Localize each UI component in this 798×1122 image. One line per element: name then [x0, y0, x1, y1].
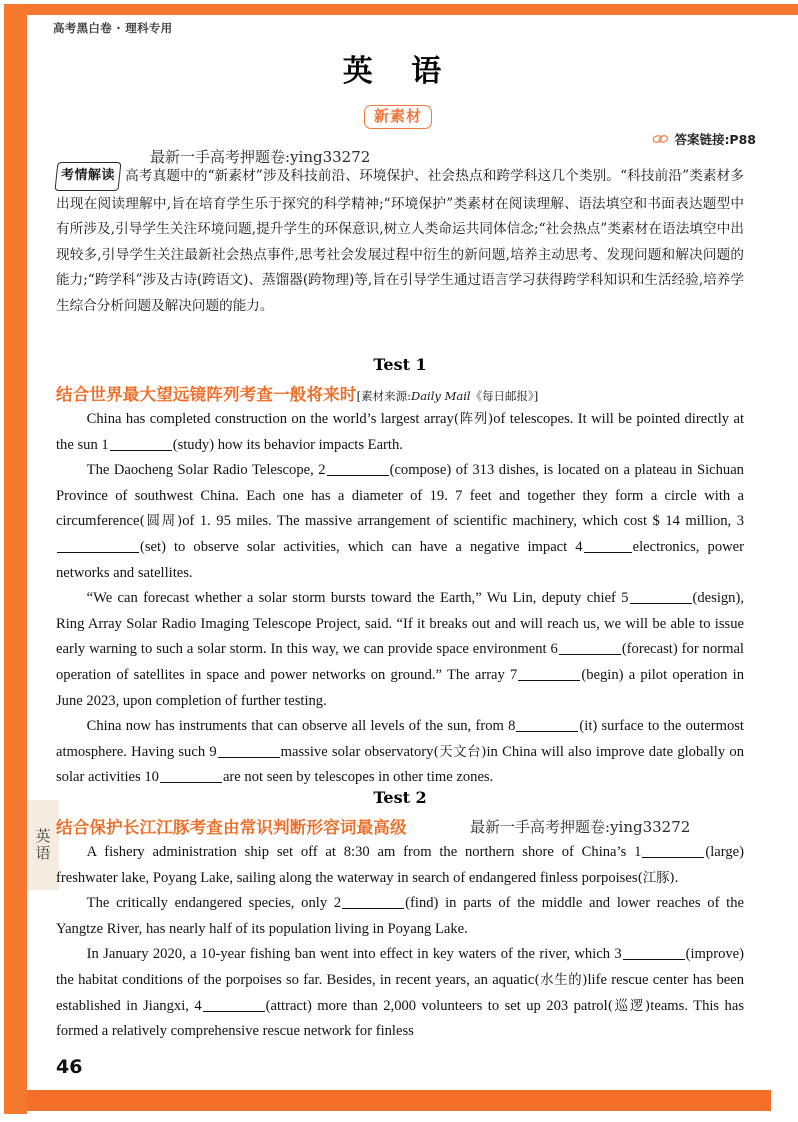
test-1-label: Test 1 [373, 355, 427, 374]
test-1-subtitle-text: 结合世界最大望远镜阵列考查一般将来时 [56, 385, 357, 404]
blank-number: 10 [144, 769, 159, 786]
test-1-subtitle [56, 381, 538, 405]
answer-blank[interactable] [584, 537, 632, 553]
side-tab-line-2: 语 [35, 844, 51, 862]
passage-paragraph: China has completed construction on the world’s largest array(阵列)of telescopes. It will be pointed directly at the sun 1 (study) how its behavior impacts Earth. [56, 411, 744, 453]
gloss-chinese: (天文台) [433, 744, 487, 760]
answer-blank[interactable] [203, 996, 265, 1012]
gloss-chinese: (水生的) [534, 972, 588, 988]
blank-number: 1 [101, 436, 109, 453]
blank-number: 8 [508, 718, 516, 735]
test-2-label: Test 2 [373, 788, 427, 807]
blank-number: 2 [333, 895, 342, 912]
exam-analysis-tag: 考情解读 [55, 162, 122, 191]
passage-paragraph: In January 2020, a 10-year fishing ban went into effect in key waters of the river, which 3 (improve) the habitat conditions of the porpoises so far. Besides, in recent years, an aquatic(水生的)life rescue center has been established in Jiangxi, 4 (attract) more than 2,000 volunteers to set up 203 patrol(巡逻)teams. This has formed a relatively comprehensive rescue network for finless [56, 946, 744, 1040]
blank-number: 6 [550, 641, 558, 658]
gloss-chinese: (巡逻) [607, 998, 651, 1014]
answer-blank[interactable] [57, 537, 139, 553]
watermark-mid: 最新一手高考押题卷:ying33272 [470, 818, 691, 836]
left-accent-bar [4, 4, 27, 1114]
gloss-chinese: (江豚) [637, 870, 675, 886]
side-tab-line-1: 英 [35, 826, 51, 845]
passage-paragraph: China now has instruments that can observe all levels of the sun, from 8 (it) surface to the outermost atmosphere. Having such 9 massive solar observatory(天文台)in China will also improve date globally on solar activities 10 are not seen by telescopes in other time zones. [56, 718, 745, 786]
answer-blank[interactable] [623, 944, 685, 960]
passage-paragraph: “We can forecast whether a solar storm bursts toward the Earth,” Wu Lin, deputy chief 5 (design), Ring Array Solar Radio Imaging Telescope Project, said. “If it breaks out and will reach us, we will be able to issue early warning to such a solar storm. In this way, we can provide space environment 6 (forecast) for normal operation of satellites in space and power networks on ground.” The array 7 (begin) a pilot operation in June 2023, upon completion of further testing. [56, 590, 744, 709]
bottom-accent-bar [27, 1090, 771, 1111]
blank-number: 1 [634, 844, 642, 860]
exam-analysis-text: 高考真题中的“新素材”涉及科技前沿、环境保护、社会热点和跨学科这几个类别。“科技前沿”类素材多出现在阅读理解中,旨在培育学生乐于探究的科学精神;“环境保护”类素材在阅读理解、语法填空和书面表达题型中有所涉及,引导学生关注环境问题,提升学生的环保意识,树立人类命运共同体信念;“社会热点”类素材在语法填空中出现较多,引导学生关注最新社会热点事件,思考社会发展过程中衍生的新问题,培养主动思考、发现问题和解决问题的能力;“跨学科”涉及古诗(跨语文)、蒸馏器(跨物理)等,旨在引导学生通过语言学习获得跨学科知识和生活经验,培养学生综合分析问题及解决问题的能力。 [56, 168, 744, 314]
blank-number: 9 [209, 743, 217, 760]
passage-paragraph: The Daocheng Solar Radio Telescope, 2 (compose) of 313 dishes, is located on a plateau in Sichuan Province of southwest China. Each one has a diameter of 19. 7 feet and together they form a circle with a circumference(圆周)of 1. 95 miles. The massive arrangement of scientific machinery, which cost $ 14 million, 3(set) to observe solar activities, which can have a negative impact 4 electronics, power networks and satellites. [56, 462, 744, 581]
test-2-subtitle [56, 814, 407, 838]
new-material-stamp: 新素材 [364, 105, 432, 129]
page-number: 46 [56, 1056, 83, 1078]
watermark-top: 最新一手高考押题卷:ying33272 [150, 148, 371, 166]
passage-paragraph: A fishery administration ship set off at 8:30 am from the northern shore of China’s 1 (large) freshwater lake, Poyang Lake, sailing along the waterway in search of endangered finless porpoises(江豚). [56, 844, 744, 886]
test-2-passage [56, 840, 744, 1045]
blank-number: 3 [736, 513, 744, 530]
answer-blank[interactable] [518, 665, 580, 681]
answer-link [652, 130, 756, 148]
top-accent-bar [4, 4, 798, 15]
test-2-subtitle-text: 结合保护长江江豚考查由常识判断形容词最高级 [56, 818, 407, 837]
exam-analysis-block [56, 163, 744, 319]
answer-blank[interactable] [630, 588, 692, 604]
answer-blank[interactable] [342, 893, 404, 909]
gloss-chinese: (阵列) [453, 412, 494, 427]
answer-blank[interactable] [516, 716, 578, 732]
blank-number: 4 [575, 538, 583, 555]
gloss-chinese: (圆周) [139, 514, 183, 530]
subject-side-tab [27, 800, 59, 890]
blank-number: 5 [621, 590, 629, 607]
answer-link-label: 答案链接:P88 [674, 132, 756, 147]
running-head: 高考黑白卷 · 理科专用 [53, 21, 173, 35]
blank-number: 4 [194, 997, 202, 1014]
answer-blank[interactable] [642, 842, 704, 858]
answer-blank[interactable] [110, 435, 172, 451]
test-1-passage [56, 407, 744, 791]
blank-number: 2 [318, 462, 326, 479]
answer-blank[interactable] [160, 767, 222, 783]
answer-blank[interactable] [559, 639, 621, 655]
answer-blank[interactable] [218, 742, 280, 758]
test-1-source: [素材来源:Daily Mail《每日邮报》] [356, 389, 539, 403]
blank-number: 7 [510, 666, 518, 683]
blank-number: 3 [614, 946, 622, 963]
link-icon [652, 133, 669, 145]
answer-blank[interactable] [327, 460, 389, 476]
passage-paragraph: The critically endangered species, only 2 (find) in parts of the middle and lower reaches of the Yangtze River, has nearly half of its population living in Poyang Lake. [56, 895, 744, 937]
page-title: 英 语 [342, 54, 456, 89]
